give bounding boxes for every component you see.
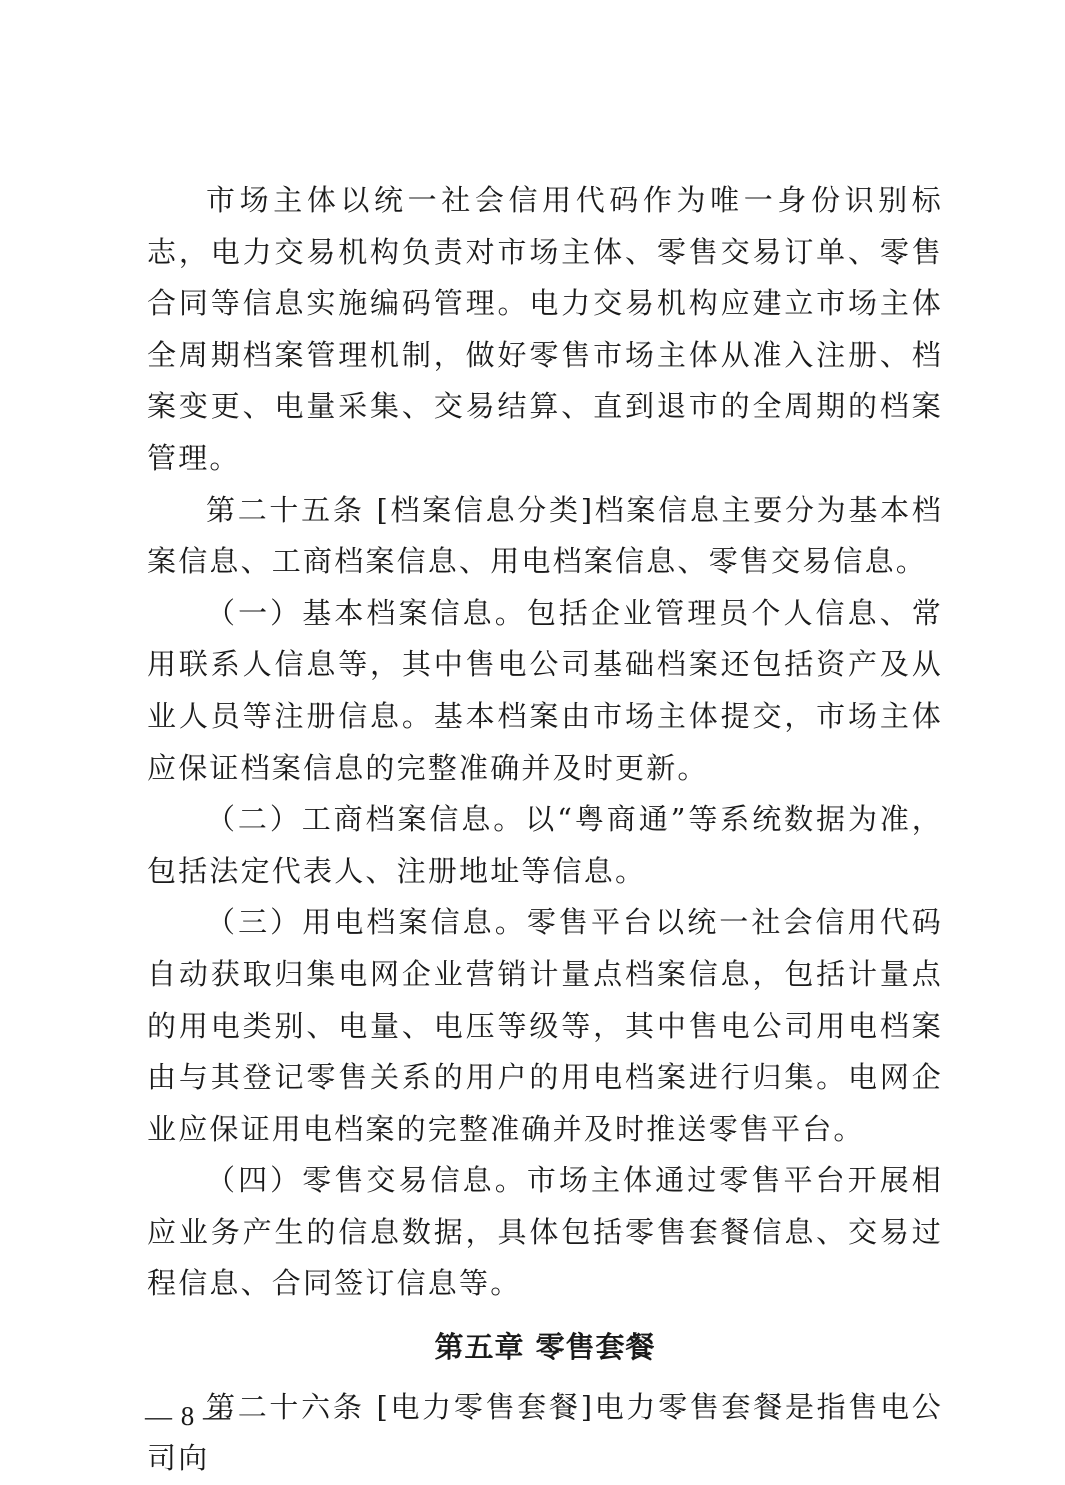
page-number: — 8 — bbox=[145, 1401, 231, 1431]
document-body bbox=[147, 175, 943, 1485]
paragraph-retail-trading-info: （四）零售交易信息。市场主体通过零售平台开展相应业务产生的信息数据，具体包括零售套餐信息、交易过程信息、合同签订信息等。 bbox=[147, 1163, 943, 1301]
paragraph-business-archive-info: （二）工商档案信息。以“粤商通”等系统数据为准，包括法定代表人、注册地址等信息。 bbox=[147, 802, 943, 888]
paragraph-article-26: 第二十六条 [电力零售套餐]电力零售套餐是指售电公司向 bbox=[147, 1389, 943, 1476]
chapter-heading: 第五章 零售套餐 bbox=[434, 1330, 656, 1365]
paragraph-basic-archive-info: （一）基本档案信息。包括企业管理员个人信息、常用联系人信息等，其中售电公司基础档案还包括资产及从业人员等注册信息。基本档案由市场主体提交，市场主体应保证档案信息的完整准确并及时更新。 bbox=[147, 595, 943, 785]
paragraph-electricity-archive-info: （三）用电档案信息。零售平台以统一社会信用代码自动获取归集电网企业营销计量点档案信息，包括计量点的用电类别、电量、电压等级等，其中售电公司用电档案由与其登记零售关系的用户的用电档案进行归集。电网企业应保证用电档案的完整准确并及时推送零售平台。 bbox=[147, 905, 943, 1146]
paragraph-market-entity-identification: 市场主体以统一社会信用代码作为唯一身份识别标志，电力交易机构负责对市场主体、零售交易订单、零售合同等信息实施编码管理。电力交易机构应建立市场主体全周期档案管理机制，做好零售市场主体从准入注册、档案变更、电量采集、交易结算、直到退市的全周期的档案管理。 bbox=[147, 183, 943, 475]
paragraph-article-25: 第二十五条 [档案信息分类]档案信息主要分为基本档案信息、工商档案信息、用电档案信息、零售交易信息。 bbox=[147, 492, 943, 579]
